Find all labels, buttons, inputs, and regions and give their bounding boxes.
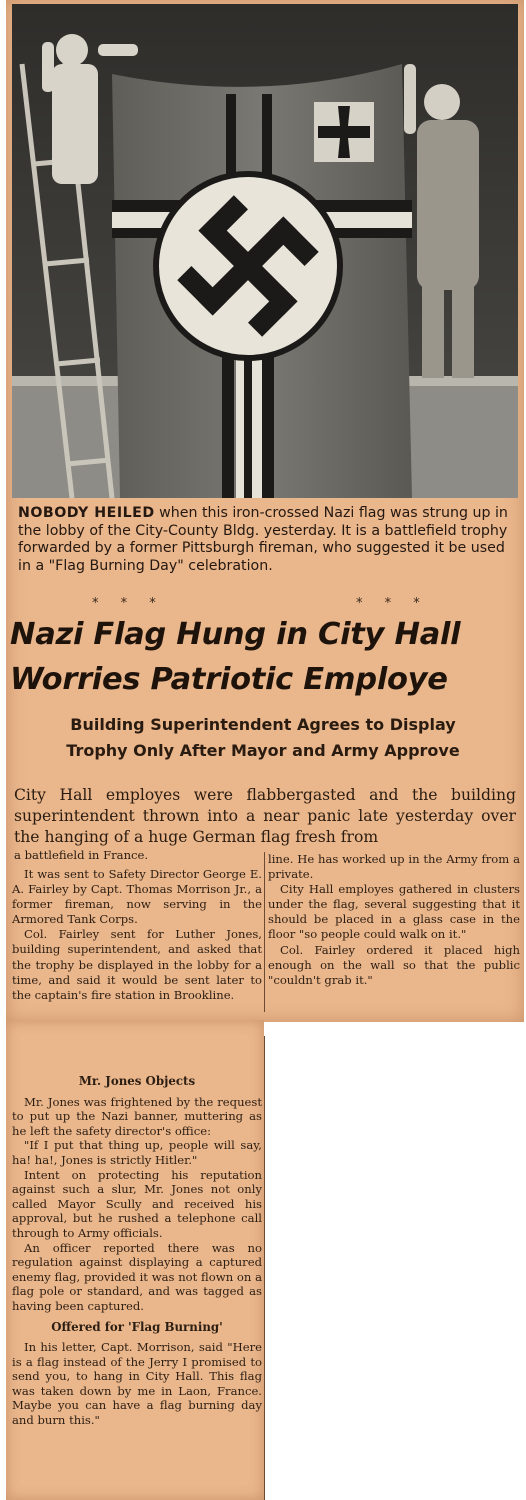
column-divider (264, 852, 265, 1012)
flag-photo-illustration (12, 4, 518, 498)
section1-paragraph: An officer reported there was no regulation against displaying a captured enemy flag, provided it was not flown on a flag pole or standard, and was tagged as having been captured. (12, 1240, 262, 1313)
caption-text: when this iron-crossed Nazi flag was strung up in the lobby of the City-County Bldg. yesterday. It is a battlefield trophy forwarded by a former Pittsburgh fireman, who suggested it be used in a "Flag Burning Day" celebration. (18, 505, 508, 574)
right-paragraph: line. He has worked up in the Army from a private. (268, 852, 520, 882)
section1-paragraph: "If I put that thing up, people will say, ha! ha!, Jones is strictly Hitler." (12, 1138, 262, 1167)
subhead-line-1: Building Superintendent Agrees to Display (70, 715, 456, 734)
separator-stars-left: * * * (92, 596, 165, 611)
section1-paragraph: Mr. Jones was frightened by the request to put up the Nazi banner, muttering as he left the safety director's office: (12, 1094, 262, 1138)
section1-paragraph: Intent on protecting his reputation against such a slur, Mr. Jones not only called Mayor Scully and received his approval, but he rushed a telephone call through to Army officials. (12, 1167, 262, 1240)
article-subheadline (14, 712, 512, 764)
subhead-line-2: Trophy Only After Mayor and Army Approve (66, 741, 460, 760)
left-paragraph: Col. Fairley sent for Luther Jones, building superintendent, and asked that the trophy be displayed in the lobby for a time, and said it would be sent later to the captain's fire station in Brookline. (12, 927, 262, 1002)
left-paragraph: It was sent to Safety Director George E. A. Fairley by Capt. Thomas Morrison Jr., a former fireman, now serving in the Armored Tank Corps. (12, 867, 262, 927)
photo-caption (18, 505, 516, 575)
article-headline (10, 612, 516, 702)
headline-line-2: Worries Patriotic Employe (10, 662, 448, 697)
article-lede-continued: a battlefield in France. (14, 848, 149, 862)
section-heading-jones-objects: Mr. Jones Objects (78, 1074, 196, 1088)
left-column (12, 867, 262, 1003)
section-heading-flag-burning: Offered for 'Flag Burning' (51, 1319, 223, 1334)
right-column (268, 852, 520, 988)
article-lede: City Hall employes were flabbergasted and the building superintendent thrown into a near panic late yesterday over the hanging of a huge German flag fresh from (14, 786, 516, 846)
separator-stars-right: * * * (356, 596, 429, 611)
section2-paragraph: In his letter, Capt. Morrison, said "Here is a flag instead of the Jerry I promised to send you, to hang in City Hall. This flag was taken down by me in Laon, France. Maybe you can have a flag burning day and burn this." (12, 1340, 262, 1428)
headline-line-1: Nazi Flag Hung in City Hall (10, 617, 461, 652)
caption-lead: NOBODY HEILED (18, 505, 155, 521)
right-paragraph: Col. Fairley ordered it placed high enough on the wall so that the public "couldn't grab it." (268, 942, 520, 987)
lower-column (12, 1068, 262, 1428)
lower-column-rule (264, 1036, 265, 1500)
iron-cross-emblem (314, 102, 374, 162)
news-photo (12, 4, 518, 498)
right-paragraph: City Hall employes gathered in clusters under the flag, several suggesting that it should be placed in a glass case in the floor "so people could walk on it." (268, 882, 520, 942)
